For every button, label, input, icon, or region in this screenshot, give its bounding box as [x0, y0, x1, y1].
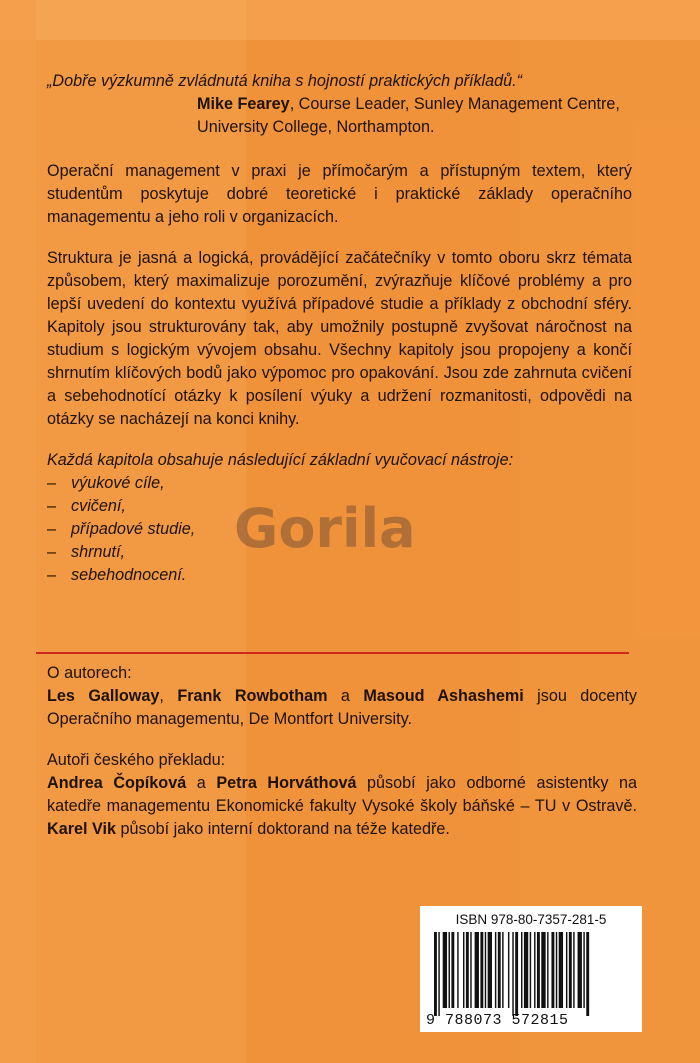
barcode-bar: [541, 932, 545, 1008]
section-divider: [36, 652, 629, 654]
quote-author: Mike Fearey: [197, 95, 290, 113]
quote-role-line1: , Course Leader, Sunley Management Centre,: [289, 95, 620, 113]
barcode-bar: [569, 932, 572, 1008]
barcode-bar: [551, 932, 554, 1008]
background-left-strip: [0, 0, 36, 1063]
authors-paragraph: Les Galloway, Frank Rowbotham a Masoud Ashashemi jsou docenty Operačního managementu, De Montfort University.: [47, 687, 637, 728]
authors-heading: O autorech:: [47, 664, 132, 682]
barcode-digits: 9 788073 572815: [426, 1012, 569, 1029]
list-item: – výukové cíle,: [47, 474, 165, 492]
tools-heading: Každá kapitola obsahuje následující základní vyučovací nástroje:: [47, 451, 514, 469]
barcode-bar: [443, 932, 447, 1008]
barcode-bar: [573, 932, 574, 1008]
list-item: – sebehodnocení.: [47, 566, 187, 584]
barcode-bar: [451, 932, 454, 1008]
isbn-label: ISBN 978-80-7357-281-5: [455, 912, 607, 927]
barcode-bar: [524, 932, 528, 1008]
gorila-watermark: Gorila: [234, 497, 416, 560]
barcode-bar: [556, 932, 557, 1008]
barcode-bar: [498, 932, 501, 1008]
barcode-bar: [559, 932, 563, 1008]
barcode-bar: [530, 932, 531, 1008]
list-item: – cvičení,: [47, 497, 126, 515]
barcode-bar: [578, 932, 582, 1008]
translators-paragraph: Andrea Čopíková a Petra Horváthová působí jako odborné asistentky na katedře managementu Ekonomické fakulty Vysoké školy báňské – TU v Ostravě. Karel Vik působí jako interní doktorand na téže katedře.: [47, 774, 637, 838]
barcode-bar: [521, 932, 522, 1008]
quote-attribution: [197, 93, 632, 139]
list-item: – shrnutí,: [47, 543, 125, 561]
barcode-bar: [466, 932, 469, 1008]
barcode-bar: [502, 932, 503, 1008]
barcode-bar: [488, 932, 492, 1008]
barcode-bar: [434, 932, 437, 1016]
author-info: [47, 662, 637, 841]
barcode-bar: [485, 932, 486, 1008]
barcode-bar: [457, 932, 458, 1008]
isbn-barcode-box: [420, 906, 642, 1032]
barcode-icon: [430, 932, 634, 1016]
list-item: – případové studie,: [47, 520, 196, 538]
barcode-bar: [470, 932, 471, 1008]
intro-paragraph: Operační management v praxi je přímočarým a přístupným textem, který studentům poskytuje dobré teoretické i praktické základy operačního managementu a jeho roli v organizacích.: [47, 162, 632, 226]
structure-paragraph: Struktura je jasná a logická, provádějící začátečníky v tomto oboru skrz témata způsobem, který maximalizuje porozumění, zvýrazňuje klíčové problémy a pro lepší uvedení do kontextu využívá případové studie a příklady z obchodní sféry. Kapitoly jsou strukturovány tak, aby umožnily postupně zvyšovat náročnost na studium s logickým vývojem obsahu. Všechny kapitoly jsou propojeny a končí shrnutím klíčových bodů jako výpomoc pro opakování. Jsou zde zahrnuta cvičení a sebehodnotící otázky k posílení výuky a udržení rozmanitosti, odpovědi na otázky se nacházejí na konci knihy.: [47, 249, 632, 428]
barcode-bar: [463, 932, 464, 1008]
barcode-bar: [508, 932, 509, 1008]
quote-role-line2: University College, Northampton.: [197, 118, 435, 136]
translators-heading: Autoři českého překladu:: [47, 751, 226, 769]
review-quote: „Dobře výzkumně zvládnutá kniha s hojností praktických příkladů.“: [47, 72, 523, 90]
barcode-bar: [566, 932, 567, 1008]
barcode-bar: [475, 932, 479, 1008]
barcode-bar: [449, 932, 450, 1008]
background-top-strip: [0, 0, 700, 40]
barcode-bar: [438, 932, 439, 1016]
barcode-bar: [547, 932, 548, 1008]
barcode-bar: [515, 932, 518, 1016]
barcode-bar: [586, 932, 589, 1016]
barcode-bar: [537, 932, 540, 1008]
barcode-bar: [534, 932, 535, 1008]
barcode-bar: [583, 932, 584, 1008]
barcode-bar: [480, 932, 483, 1008]
barcode-bar: [495, 932, 496, 1008]
barcode-bar: [512, 932, 513, 1016]
